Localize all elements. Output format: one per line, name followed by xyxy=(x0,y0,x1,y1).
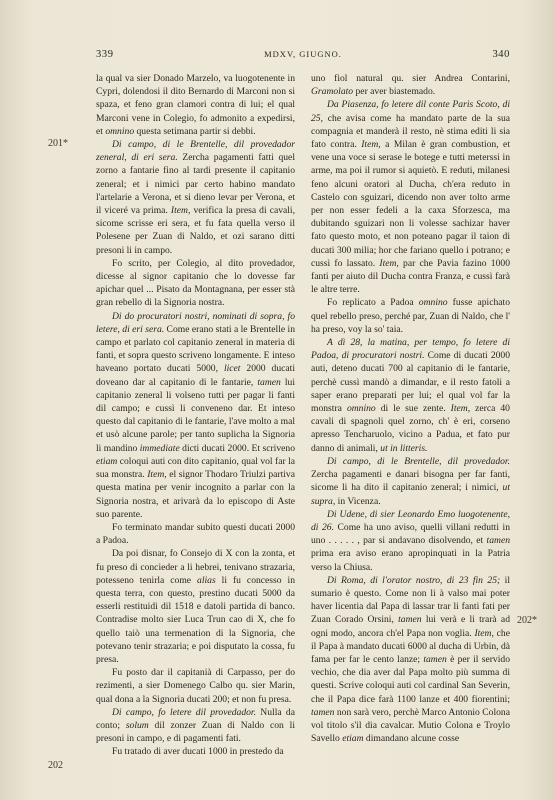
paragraph xyxy=(311,98,510,296)
text-run: Come ha uno aviso, quelli villani redutti in uno . . . . . , par si andavano disolvendo, et xyxy=(311,521,510,547)
margin-note-left-1: 201* xyxy=(48,138,68,149)
text-run: Da Piasenza, fo letere dil conte Paris Scoto, di 25, xyxy=(311,99,510,124)
text-run: Fo scrito, per Colegio, al dito provedador, dicesse al signor capitanio che lo dovesse far apichar quel ... Pisato da Montagnana, per esser stà gran rebello di la Signoria nostra. xyxy=(96,257,295,309)
text-run: Di campo, di le Brentelle, dil provedador. xyxy=(327,455,510,467)
text-run: Fo terminato mandar subito questi ducati 2000 a Padoa. xyxy=(96,521,295,547)
text-run: Di Udene, di sier Leonardo Emo luogotenente, di 26. xyxy=(311,508,510,533)
text-run: verifica la presa di cavali, sicome scrisse eri sera, et fu fata quella verso il Polesene per Zuan di Naldo, et ozi sarano ditti presoni li in campo. xyxy=(96,205,295,256)
left-page-number: 339 xyxy=(96,49,114,60)
text-run: 2000 ducati doveano dar al capitanio di le fantarie, xyxy=(96,363,295,388)
text-run: dimandano alcune cosse xyxy=(363,733,460,745)
text-run: uno fiol natural qu. sier Andrea Contarini, xyxy=(311,73,510,84)
text-run: Di campo, di le Brentelle, dil provedador zeneral, di eri sera. xyxy=(96,139,295,164)
margin-note-right-1: 202* xyxy=(517,615,537,626)
text-run: Item, xyxy=(379,257,399,269)
text-run: è per il servido vechio, che dia aver dal Papa molto più summa di questi. Scrive coloqui auti col cardinal San Severin, che il Papa dice farà 1100 lanze et 400 fiorentini; xyxy=(311,653,510,705)
text-run: Zercha pagamenti fatti quel zorno a fantarie fino al tardi presente il capitanio zeneral; et i nimici par certo habino mandato l'artelarie a Verona, et si dieno levar per Verona, et il viceré va prima. xyxy=(96,152,295,217)
text-run: Come di ducati 2000 auti, deteno ducati 700 al capitanio di le fantarie, perchè cussì mandò a dimandar, e il resto fatoli a saper erano preparati per lui; el qual vol far la monstra xyxy=(311,350,511,415)
text-run: tamen xyxy=(257,376,281,388)
text-run: questa setimana partir si debbi. xyxy=(134,125,256,137)
text-run: di le sue zente. xyxy=(375,403,451,415)
left-text-column xyxy=(96,72,295,759)
paragraph xyxy=(96,706,295,746)
text-run: alias xyxy=(197,574,216,586)
text-run: Fo replicato a Padoa xyxy=(327,297,419,309)
paragraph xyxy=(311,336,510,455)
text-run: che il Papa à mandato ducati 6000 al ducha di Urbin, dà fama per far le cento lanze; xyxy=(311,627,511,665)
text-run: ut in litteris. xyxy=(380,442,428,454)
paragraph xyxy=(311,455,510,508)
text-run: Item, xyxy=(474,627,494,639)
text-run: licet xyxy=(223,363,241,375)
text-run: Item, xyxy=(147,469,167,481)
text-run: li fu concesso in questa terra, con questo, prestino ducati 5000 da esserli restituidi dil 1518 e datoli partida di banco. Contradise molto sier Luca Trun cao di X, che fo quello taiò una termenation di la Signoria, che potevano tenir strazaria; e poi disputato la cossa, fu presa. xyxy=(96,574,295,665)
text-run: Zercha pagamenti e danari bisogna per far fanti, sicome li ha dito il capitanio zeneral; i nimici, xyxy=(311,469,510,494)
paragraph xyxy=(96,521,295,547)
paragraph xyxy=(96,666,295,706)
text-run: Nulla da conto; xyxy=(96,706,295,731)
text-run: tamen xyxy=(398,614,422,626)
text-run: che avisa come ha mandato parte de la sua compagnia et manderà il resto, nè stima editi li sia fato contra. xyxy=(311,112,510,151)
text-run: el signor Thodaro Triulzi partiva questa matina per venir incognito a parlar con la Signoria nostra, et arivarà da lo episcopo di Aste suo parente. xyxy=(96,469,295,520)
paragraph xyxy=(311,508,510,574)
text-run: Item, xyxy=(170,205,191,217)
text-run: A dì 28, la matina, per tempo, fo letere di Padoa, di procuratori nostri. xyxy=(311,337,510,362)
text-run: zerca 40 cavali di spagnoli quel zorno, ch' è eri, corseno apresso Tencharuolo, vicino a Padua, et fato pur danno di animali, xyxy=(311,403,510,454)
text-run: lui verà e li trarà ad ogni modo, ancora ch'el Papa non voglia. xyxy=(311,614,510,639)
text-run: Fu posto dar il capitanià di Carpasso, per do rezimenti, a sier Domenego Calbo qu. sier Marin, qual dona a la Signoria ducati 200; et non fu presa. xyxy=(96,667,295,705)
text-run: Di campo, fo letere dil provedador. xyxy=(112,706,256,718)
paragraph xyxy=(96,138,295,257)
text-run: tamen xyxy=(423,653,447,665)
text-run: ut supra, xyxy=(311,482,510,507)
paragraph xyxy=(96,310,295,521)
paragraph xyxy=(96,745,295,758)
text-run: la qual va sier Donado Marzelo, va luogotenente in Cypri, dolendosi il dito Bernardo di Marconi non si spaza, et feno gran clamori contra di lui; el qual Marconi vene in Colegio, fo admonito a expedirsi, et xyxy=(96,73,295,137)
text-run: Come erano stati a le Brentelle in campo et parlato col capitanio zeneral in materia di fanti, et sopra questo scriveno longamente. E inteso haveano portato ducati 5000, xyxy=(96,323,295,375)
right-page-number: 340 xyxy=(492,49,510,60)
text-run: etiam xyxy=(342,733,364,745)
text-run: Di Roma, di l'orator nostro, di 23 fin 25; xyxy=(327,574,501,586)
paragraph xyxy=(96,547,295,666)
paragraph xyxy=(96,72,295,138)
running-title: MDXV, GIUGNO. xyxy=(264,49,342,59)
right-text-column xyxy=(311,72,510,745)
text-run: Gramolato xyxy=(311,86,354,98)
text-run: coloqui auti con dito capitanio, qual vol far la sua monstra. xyxy=(96,455,295,481)
text-run: par che Pavia fazino 1000 fanti per aiuto dil Ducha contra Franza, e cussì farà le altre terre. xyxy=(311,257,510,296)
paragraph xyxy=(311,574,510,746)
text-run: Item, xyxy=(361,139,381,151)
paragraph xyxy=(311,72,510,98)
text-run: Fu tratado di aver ducati 1000 in prestedo da xyxy=(112,746,284,758)
text-run: per aver biastemado. xyxy=(353,86,436,98)
text-run: omnino xyxy=(418,297,448,309)
text-run: fusse apichato quel rebello preso, perché par, Zuan di Naldo, che l' ha preso, voy la so' taia. xyxy=(311,297,510,335)
text-run: immediate xyxy=(139,442,180,454)
text-run: Item, xyxy=(450,403,471,415)
text-run: a Milan è gran combustion, et vene una voce si serase le botege e tutti meterssi in arme, ma poi il rumor si aquietò. E reduti, milanesi feno alcuni oratori al Ducha, ch'era reduto in Castelo con sguizari, dicendo non aver tolto arme per non esser fedeli a la caxa Sforzesca, ma dubitando sguizari non li volesse sachizar haver fato questo moto, et non poteano pagar il taion di ducati 300 milia; hor che fariano quello i potrano; e cussì fo lassato. xyxy=(311,139,510,269)
text-run: non sarà vero, perchè Marco Antonio Colona vol titolo s'il dia cavalcar. Mutio Colona e Troylo Savello xyxy=(311,706,510,745)
text-run: dil zonzer Zuan di Naldo con li presoni in campo, e di pagamenti fati. xyxy=(96,719,295,745)
paragraph xyxy=(311,296,510,336)
text-run: prima era aviso erano apropinquati in la Patria verso la Chiusa. xyxy=(311,548,510,573)
text-run: il sumario è questo. Come non li à valso mai poter haver licentia dal Papa di lassar trar li fanti fati per Zuan Corado Orsini, xyxy=(311,574,510,626)
text-run: etiam xyxy=(96,455,118,467)
text-run: tamen xyxy=(486,535,510,547)
text-run: solum xyxy=(125,719,149,731)
page-header xyxy=(96,49,510,65)
text-run: omnino xyxy=(346,403,376,415)
text-run: Di do procuratori nostri, nominati di sopra, fo letere, di eri sera. xyxy=(96,310,295,335)
margin-note-left-2: 202 xyxy=(48,760,63,771)
text-run: tamen xyxy=(311,706,335,718)
text-run: dicti ducati 2000. Et scriveno xyxy=(179,442,295,454)
text-run: omnino xyxy=(105,125,135,137)
text-run: in Vicenza. xyxy=(335,495,381,507)
paragraph xyxy=(96,257,295,310)
text-run: lui capitanio zeneral li volseno tutti per pagar li fanti dil campo; e cussì li conveneno dar. Et inteso questo dal capitanio di le fantarie, l'ave molto a mal et usò alcune parole; per tanto suplicha la Signoria li mandino xyxy=(96,376,296,454)
text-run: Da poi disnar, fo Consejo di X con la zonta, et fu preso di concieder a li hebrei, tenivano strazaria, potesseno tenirla come xyxy=(96,548,295,586)
